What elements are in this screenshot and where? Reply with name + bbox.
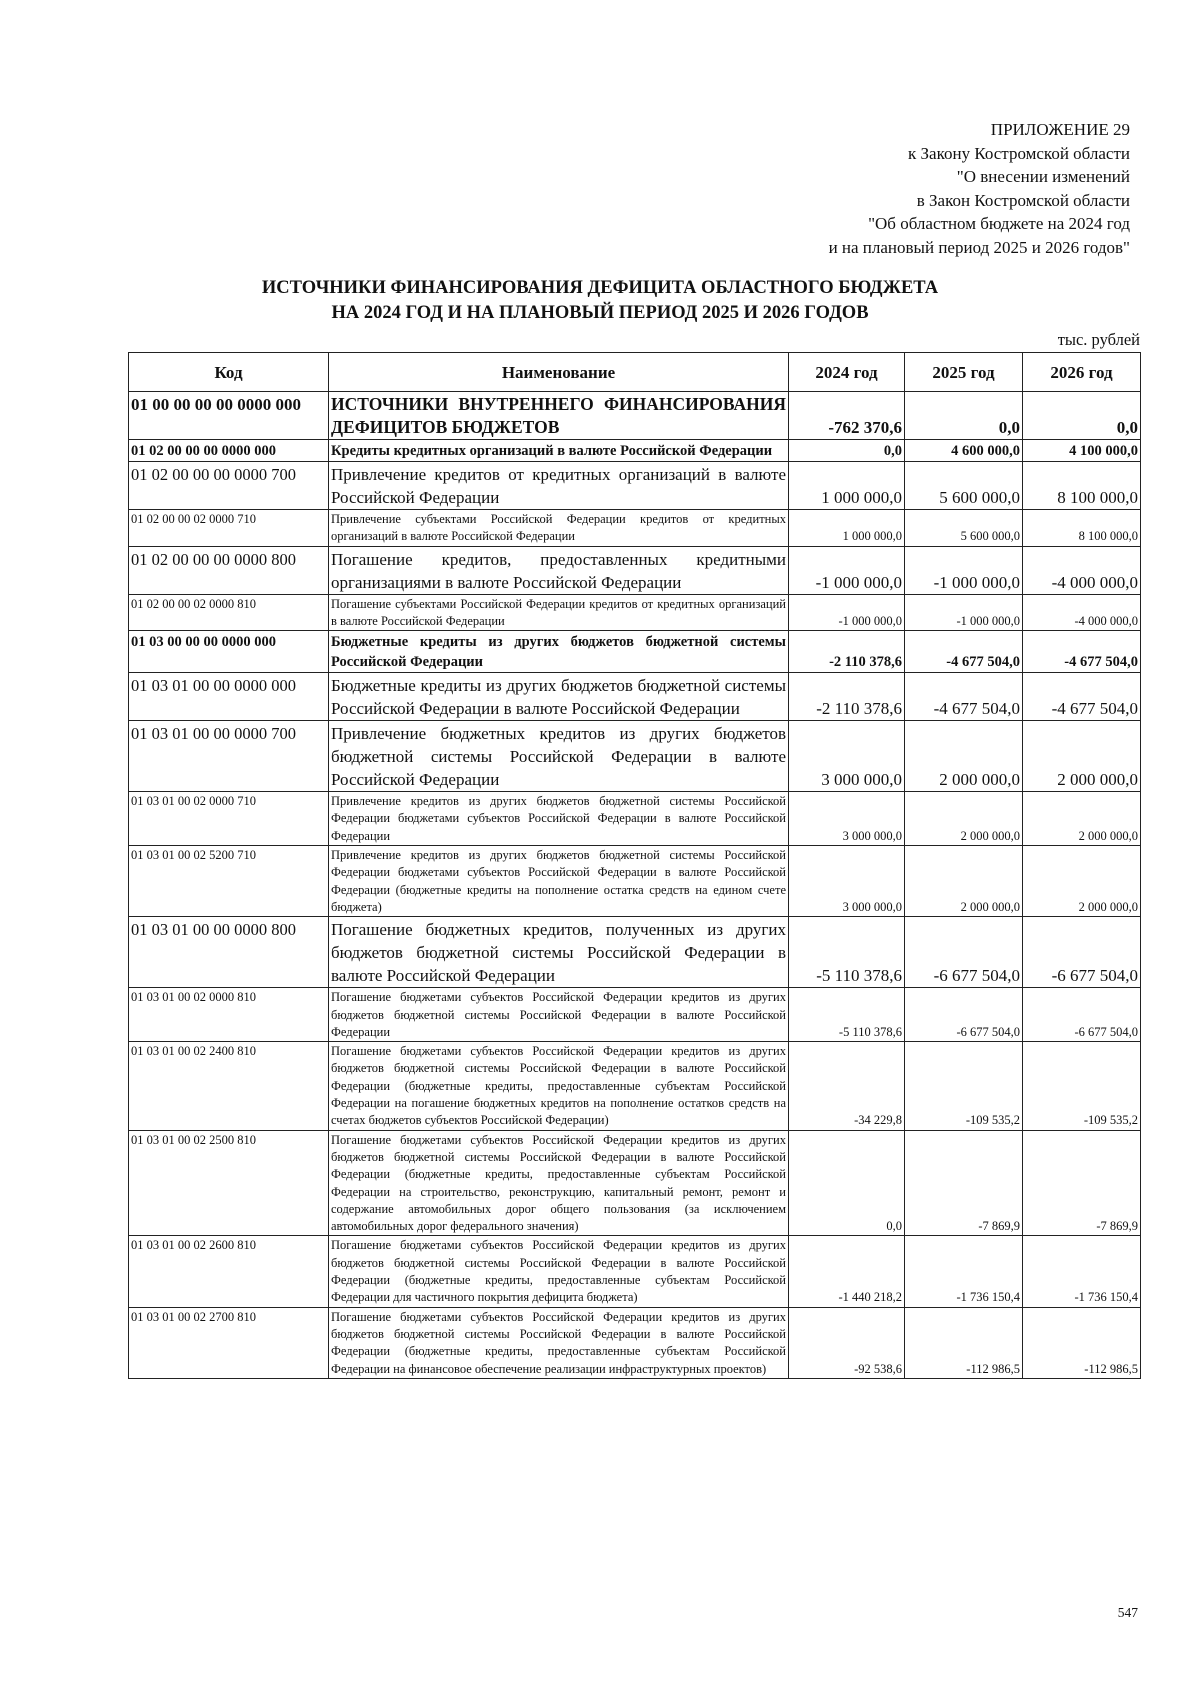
name-cell: Привлечение кредитов из других бюджетов бюджетной системы Российской Федерации бюджетами субъектов Российской Федерации в валюте Российской Федерации (бюджетные кредиты на пополнение остатка средств на едином счете бюджета) <box>329 846 789 917</box>
table-row <box>129 510 1141 547</box>
value-2025-cell: -109 535,2 <box>905 1042 1023 1130</box>
name-cell: Бюджетные кредиты из других бюджетов бюджетной системы Российской Федерации в валюте Российской Федерации <box>329 673 789 721</box>
value-2026-cell: -6 677 504,0 <box>1023 917 1141 988</box>
code-cell: 01 03 01 00 02 2600 810 <box>129 1236 329 1307</box>
value-2024-cell: -92 538,6 <box>789 1307 905 1378</box>
value-2024-cell: -1 000 000,0 <box>789 594 905 631</box>
code-cell: 01 03 01 00 00 0000 800 <box>129 917 329 988</box>
value-2025-cell: 2 000 000,0 <box>905 721 1023 792</box>
code-cell: 01 03 01 00 02 0000 710 <box>129 792 329 846</box>
value-2026-cell: -109 535,2 <box>1023 1042 1141 1130</box>
value-2025-cell: 4 600 000,0 <box>905 440 1023 462</box>
table-row <box>129 673 1141 721</box>
table-row <box>129 721 1141 792</box>
column-header-2025: 2025 год <box>905 353 1023 392</box>
document-title <box>120 276 1080 326</box>
appendix-line: к Закону Костромской области <box>908 143 1130 163</box>
table-row <box>129 462 1141 510</box>
value-2024-cell: -1 000 000,0 <box>789 546 905 594</box>
table-row <box>129 440 1141 462</box>
value-2025-cell: 0,0 <box>905 392 1023 440</box>
table-row <box>129 594 1141 631</box>
appendix-header <box>570 118 1130 259</box>
code-cell: 01 02 00 00 02 0000 710 <box>129 510 329 547</box>
value-2025-cell: -1 000 000,0 <box>905 546 1023 594</box>
value-2026-cell: -4 677 504,0 <box>1023 673 1141 721</box>
value-2025-cell: -1 000 000,0 <box>905 594 1023 631</box>
name-cell: Привлечение субъектами Российской Федерации кредитов от кредитных организаций в валюте Российской Федерации <box>329 510 789 547</box>
code-cell: 01 03 01 00 02 0000 810 <box>129 988 329 1042</box>
column-header-name: Наименование <box>329 353 789 392</box>
value-2025-cell: -1 736 150,4 <box>905 1236 1023 1307</box>
table-row <box>129 792 1141 846</box>
column-header-code: Код <box>129 353 329 392</box>
appendix-line: "Об областном бюджете на 2024 год <box>868 214 1130 233</box>
name-cell: Погашение бюджетами субъектов Российской Федерации кредитов из других бюджетов бюджетной системы Российской Федерации в валюте Российской Федерации (бюджетные кредиты, предоставленные субъектам Российской Федерации на строительство, реконструкцию, капитальный ремонт, ремонт и содержание автомобильных дорог общего пользования (за исключением автомобильных дорог федерального значения) <box>329 1130 789 1236</box>
name-cell: Погашение кредитов, предоставленных кредитными организациями в валюте Российской Федерации <box>329 546 789 594</box>
code-cell: 01 02 00 00 00 0000 000 <box>129 440 329 462</box>
value-2024-cell: 1 000 000,0 <box>789 462 905 510</box>
value-2025-cell: -6 677 504,0 <box>905 917 1023 988</box>
value-2025-cell: -6 677 504,0 <box>905 988 1023 1042</box>
code-cell: 01 03 01 00 00 0000 000 <box>129 673 329 721</box>
code-cell: 01 03 01 00 02 5200 710 <box>129 846 329 917</box>
code-cell: 01 02 00 00 00 0000 800 <box>129 546 329 594</box>
table-row <box>129 917 1141 988</box>
table-row <box>129 1307 1141 1378</box>
value-2024-cell: -34 229,8 <box>789 1042 905 1130</box>
table-header-row <box>129 353 1141 392</box>
value-2024-cell: 0,0 <box>789 1130 905 1236</box>
value-2026-cell: 8 100 000,0 <box>1023 510 1141 547</box>
value-2025-cell: -7 869,9 <box>905 1130 1023 1236</box>
code-cell: 01 03 01 00 02 2700 810 <box>129 1307 329 1378</box>
table-row <box>129 631 1141 673</box>
value-2024-cell: 3 000 000,0 <box>789 792 905 846</box>
value-2024-cell: -762 370,6 <box>789 392 905 440</box>
financing-table <box>128 352 1141 1379</box>
value-2026-cell: -4 677 504,0 <box>1023 631 1141 673</box>
name-cell: Погашение бюджетами субъектов Российской Федерации кредитов из других бюджетов бюджетной системы Российской Федерации в валюте Российской Федерации (бюджетные кредиты, предоставленные субъектам Российской Федерации для частичного покрытия дефицита бюджета) <box>329 1236 789 1307</box>
title-line-2: НА 2024 ГОД И НА ПЛАНОВЫЙ ПЕРИОД 2025 И 2026 ГОДОВ <box>331 303 869 323</box>
code-cell: 01 03 01 00 00 0000 700 <box>129 721 329 792</box>
value-2024-cell: 3 000 000,0 <box>789 846 905 917</box>
value-2024-cell: -2 110 378,6 <box>789 631 905 673</box>
value-2026-cell: -6 677 504,0 <box>1023 988 1141 1042</box>
name-cell: Привлечение кредитов от кредитных организаций в валюте Российской Федерации <box>329 462 789 510</box>
name-cell: Погашение бюджетами субъектов Российской Федерации кредитов из других бюджетов бюджетной системы Российской Федерации в валюте Российской Федерации (бюджетные кредиты, предоставленные субъектам Российской Федерации на погашение бюджетных кредитов на пополнение остатков средств на счетах бюджетов субъектов Российской Федерации) <box>329 1042 789 1130</box>
name-cell: Бюджетные кредиты из других бюджетов бюджетной системы Российской Федерации <box>329 631 789 673</box>
code-cell: 01 03 01 00 02 2500 810 <box>129 1130 329 1236</box>
name-cell: Погашение бюджетных кредитов, полученных из других бюджетов бюджетной системы Российской Федерации в валюте Российской Федерации <box>329 917 789 988</box>
table-row <box>129 1236 1141 1307</box>
value-2026-cell: 8 100 000,0 <box>1023 462 1141 510</box>
code-cell: 01 02 00 00 02 0000 810 <box>129 594 329 631</box>
value-2026-cell: 2 000 000,0 <box>1023 846 1141 917</box>
value-2025-cell: 2 000 000,0 <box>905 792 1023 846</box>
value-2025-cell: -4 677 504,0 <box>905 673 1023 721</box>
name-cell: Привлечение бюджетных кредитов из других бюджетов бюджетной системы Российской Федерации в валюте Российской Федерации <box>329 721 789 792</box>
appendix-line: в Закон Костромской области <box>916 190 1130 210</box>
value-2024-cell: 3 000 000,0 <box>789 721 905 792</box>
code-cell: 01 00 00 00 00 0000 000 <box>129 392 329 440</box>
value-2025-cell: 5 600 000,0 <box>905 510 1023 547</box>
value-2024-cell: 0,0 <box>789 440 905 462</box>
value-2026-cell: -1 736 150,4 <box>1023 1236 1141 1307</box>
name-cell: Погашение бюджетами субъектов Российской Федерации кредитов из других бюджетов бюджетной системы Российской Федерации в валюте Российской Федерации (бюджетные кредиты, предоставленные субъектам Российской Федерации на финансовое обеспечение реализации инфраструктурных проектов) <box>329 1307 789 1378</box>
value-2026-cell: 0,0 <box>1023 392 1141 440</box>
appendix-line: "О внесении изменений <box>956 167 1130 186</box>
value-2025-cell: -112 986,5 <box>905 1307 1023 1378</box>
value-2024-cell: -5 110 378,6 <box>789 988 905 1042</box>
name-cell: Кредиты кредитных организаций в валюте Российской Федерации <box>329 440 789 462</box>
table-row <box>129 846 1141 917</box>
code-cell: 01 03 01 00 02 2400 810 <box>129 1042 329 1130</box>
table-row <box>129 988 1141 1042</box>
value-2024-cell: -1 440 218,2 <box>789 1236 905 1307</box>
title-line-1: ИСТОЧНИКИ ФИНАНСИРОВАНИЯ ДЕФИЦИТА ОБЛАСТНОГО БЮДЖЕТА <box>261 278 939 298</box>
value-2025-cell: 5 600 000,0 <box>905 462 1023 510</box>
value-2025-cell: 2 000 000,0 <box>905 846 1023 917</box>
table-row <box>129 1042 1141 1130</box>
name-cell: Погашение субъектами Российской Федерации кредитов от кредитных организаций в валюте Российской Федерации <box>329 594 789 631</box>
name-cell: Привлечение кредитов из других бюджетов бюджетной системы Российской Федерации бюджетами субъектов Российской Федерации в валюте Российской Федерации <box>329 792 789 846</box>
value-2026-cell: 2 000 000,0 <box>1023 792 1141 846</box>
code-cell: 01 03 00 00 00 0000 000 <box>129 631 329 673</box>
value-2026-cell: -112 986,5 <box>1023 1307 1141 1378</box>
table-row <box>129 392 1141 440</box>
value-2024-cell: -5 110 378,6 <box>789 917 905 988</box>
value-2026-cell: -4 000 000,0 <box>1023 546 1141 594</box>
table-row <box>129 1130 1141 1236</box>
appendix-line: и на плановый период 2025 и 2026 годов" <box>828 237 1130 257</box>
page-number: 547 <box>1117 1605 1138 1620</box>
name-cell: Погашение бюджетами субъектов Российской Федерации кредитов из других бюджетов бюджетной системы Российской Федерации в валюте Российской Федерации <box>329 988 789 1042</box>
code-cell: 01 02 00 00 00 0000 700 <box>129 462 329 510</box>
value-2026-cell: 2 000 000,0 <box>1023 721 1141 792</box>
column-header-2026: 2026 год <box>1023 353 1141 392</box>
value-2026-cell: 4 100 000,0 <box>1023 440 1141 462</box>
column-header-2024: 2024 год <box>789 353 905 392</box>
value-2026-cell: -7 869,9 <box>1023 1130 1141 1236</box>
table-body <box>129 392 1141 1379</box>
appendix-line: ПРИЛОЖЕНИЕ 29 <box>990 120 1130 139</box>
value-2024-cell: -2 110 378,6 <box>789 673 905 721</box>
value-2025-cell: -4 677 504,0 <box>905 631 1023 673</box>
name-cell: ИСТОЧНИКИ ВНУТРЕННЕГО ФИНАНСИРОВАНИЯ ДЕФИЦИТОВ БЮДЖЕТОВ <box>329 392 789 440</box>
value-2026-cell: -4 000 000,0 <box>1023 594 1141 631</box>
table-row <box>129 546 1141 594</box>
value-2024-cell: 1 000 000,0 <box>789 510 905 547</box>
units-label: тыс. рублей <box>1057 330 1140 349</box>
